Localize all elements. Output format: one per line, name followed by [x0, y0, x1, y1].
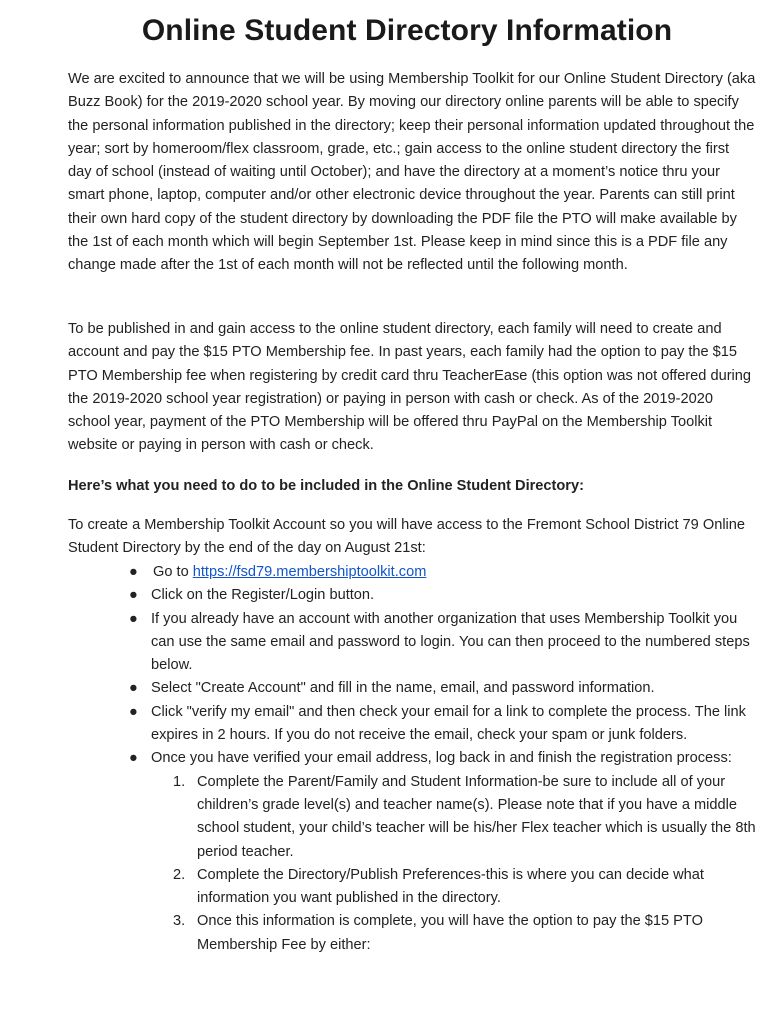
list-item-verify-email: [68, 701, 756, 748]
goto-text: [153, 564, 426, 580]
step-number: 3.: [173, 913, 186, 930]
step-item: [151, 771, 756, 864]
finish-registration-text: Once you have verified your email address, log back in and finish the registration process:: [151, 750, 732, 767]
bullet-icon: ●: [129, 680, 138, 697]
verify-email-text: Click "verify my email" and then check your email for a link to complete the process. The link expires in 2 hours. If you do not receive the email, check your spam or junk folders.: [151, 703, 746, 744]
instructions-heading: Here’s what you need to do to be included in the Online Student Directory:: [68, 478, 584, 494]
membership-paragraph: To be published in and gain access to the online student directory, each family will need to create and account and pay the $15 PTO Membership fee. In past years, each family had the option to pay the $15 PTO Membership fee when registering by credit card thru TeacherEase (this option was not offered during the 2019-2020 school year registration) or paying in person with cash or check. As of the 2019-2020 school year, payment of the PTO Membership will be offered thru PayPal on the Membership Toolkit website or paying in person with cash or check.: [68, 321, 752, 454]
list-item-finish-registration: [68, 747, 756, 957]
list-item-existing-account: [68, 608, 756, 678]
step-text: Complete the Directory/Publish Preferences-this is where you can decide what information you want published in the directory.: [197, 866, 704, 907]
page-title: Online Student Directory Information: [141, 14, 673, 47]
bullet-icon: ●: [129, 703, 138, 720]
bullet-icon: ●: [129, 587, 138, 604]
list-item-register: [68, 584, 756, 607]
step-item: [151, 864, 756, 911]
bullet-icon: ●: [129, 564, 138, 580]
step-number: 1.: [173, 773, 186, 790]
existing-account-text: If you already have an account with another organization that uses Membership Toolkit you can use the same email and password to login. You can then proceed to the numbered steps below.: [151, 610, 750, 674]
register-text: Click on the Register/Login button.: [151, 587, 375, 604]
list-item-create-account: [68, 677, 756, 700]
instructions-list: [68, 561, 756, 957]
step-item: [151, 910, 756, 957]
step-text: Complete the Parent/Family and Student Information-be sure to include all of your children’s grade level(s) and teacher name(s). Please note that if you have a middle school student, your child’s teacher will be his/her Flex teacher which is usually the 8th period teacher.: [197, 773, 756, 860]
membership-toolkit-link[interactable]: https://fsd79.membershiptoolkit.com: [192, 564, 427, 580]
step-text: Once this information is complete, you will have the option to pay the $15 PTO Membership Fee by either:: [197, 913, 703, 953]
goto-prefix: Go to: [153, 564, 193, 580]
list-item-goto: [68, 561, 756, 584]
intro-paragraph: We are excited to announce that we will be using Membership Toolkit for our Online Student Directory (aka Buzz Book) for the 2019-2020 school year. By moving our directory online parents will be able to specify the personal information published in the directory; keep their personal information updated throughout the year; sort by homeroom/flex classroom, grade, etc.; gain access to the online student directory the first day of school (instead of waiting until October); and have the directory at a moment’s notice thru your smart phone, laptop, computer and/or other electronic device throughout the year. Parents can still print their own hard copy of the student directory by downloading the PDF file the PTO will make available by the 1st of each month which will begin September 1st. Please keep in mind since this is a PDF file any change made after the 1st of each month will not be reflected until the following month.: [68, 71, 756, 274]
bullet-icon: ●: [129, 610, 138, 627]
bullet-icon: ●: [129, 750, 138, 767]
create-account-text: Select "Create Account" and fill in the name, email, and password information.: [151, 680, 655, 697]
numbered-steps: [151, 771, 756, 957]
step-number: 2.: [173, 866, 186, 883]
create-account-paragraph: To create a Membership Toolkit Account so you will have access to the Fremont School District 79 Online Student Directory by the end of the day on August 21st:: [68, 517, 746, 557]
